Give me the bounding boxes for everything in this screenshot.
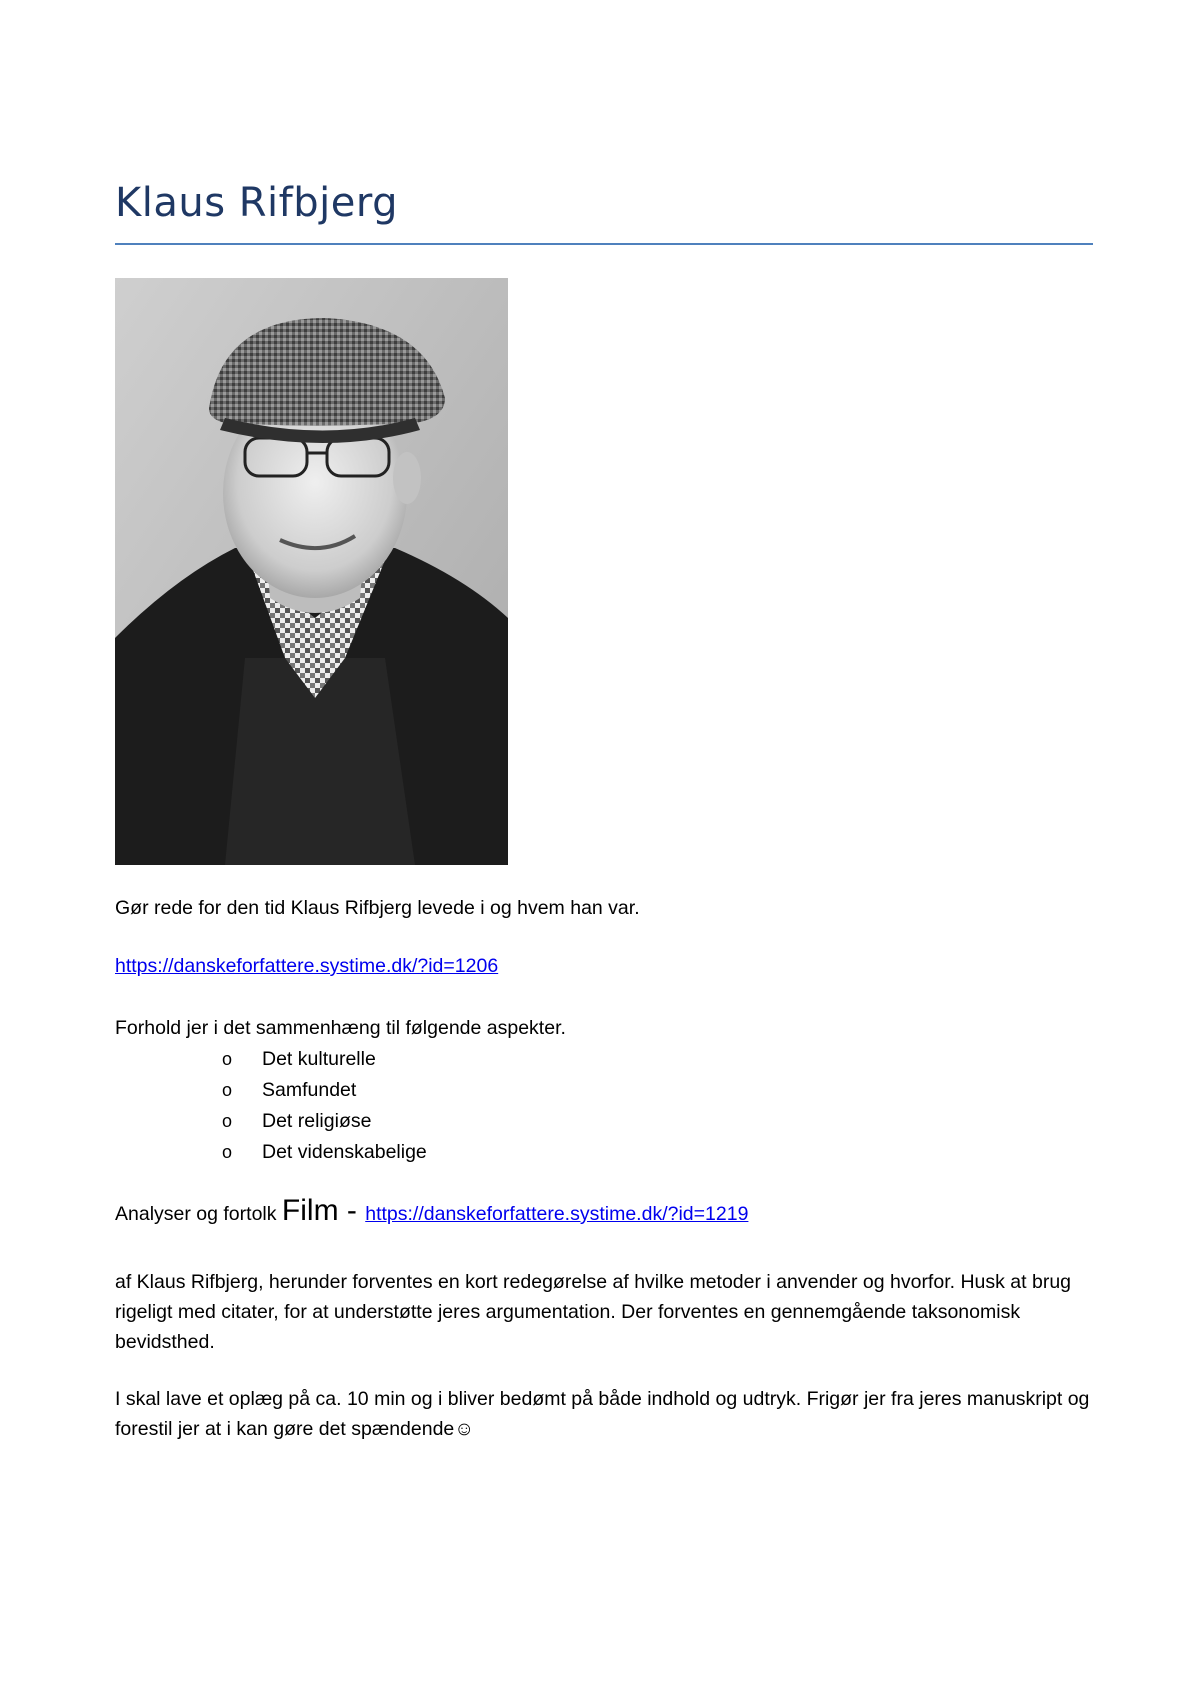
- list-item: [222, 1044, 427, 1075]
- bullet-marker: o: [222, 1142, 233, 1162]
- title-underline: [115, 243, 1093, 245]
- author-portrait: [115, 278, 508, 865]
- danskeforfattere-link-1206[interactable]: https://danskeforfattere.systime.dk/?id=1206: [115, 955, 499, 977]
- analysis-prefix: Analyser og fortolk: [115, 1203, 282, 1225]
- bullet-marker: o: [222, 1111, 233, 1131]
- aspect-label: Det religiøse: [262, 1110, 372, 1132]
- presentation-paragraph: I skal lave et oplæg på ca. 10 min og i bliver bedømt på både indhold og udtryk. Frigør jer fra jeres manuskript og forestil jer at i kan gøre det spændende☺: [115, 1388, 1090, 1440]
- bullet-marker: o: [222, 1049, 233, 1069]
- analysis-film: Film -: [281, 1194, 366, 1227]
- analysis-line: [115, 1196, 748, 1229]
- danskeforfattere-link-1219[interactable]: https://danskeforfattere.systime.dk/?id=1219: [365, 1203, 749, 1225]
- aspects-list: [222, 1044, 427, 1168]
- document-title: Klaus Rifbjerg: [115, 180, 398, 226]
- intro-text: Gør rede for den tid Klaus Rifbjerg levede i og hvem han var.: [115, 897, 640, 919]
- list-item: [222, 1137, 427, 1168]
- link-paragraph-1: [115, 951, 498, 981]
- assignment-paragraph: af Klaus Rifbjerg, herunder forventes en kort redegørelse af hvilke metoder i anvender og hvorfor. Husk at brug rigeligt med citater, for at understøtte jeres argumentation. Der forventes en gennemgående taksonomisk bevidsthed.: [115, 1271, 1072, 1353]
- aspect-label: Samfundet: [262, 1079, 357, 1101]
- aspects-intro: Forhold jer i det sammenhæng til følgende aspekter.: [115, 1017, 566, 1039]
- list-item: [222, 1075, 427, 1106]
- aspect-label: Det videnskabelige: [262, 1141, 427, 1163]
- list-item: [222, 1106, 427, 1137]
- bullet-marker: o: [222, 1080, 233, 1100]
- author-portrait-image: [115, 278, 508, 865]
- aspect-label: Det kulturelle: [262, 1048, 376, 1070]
